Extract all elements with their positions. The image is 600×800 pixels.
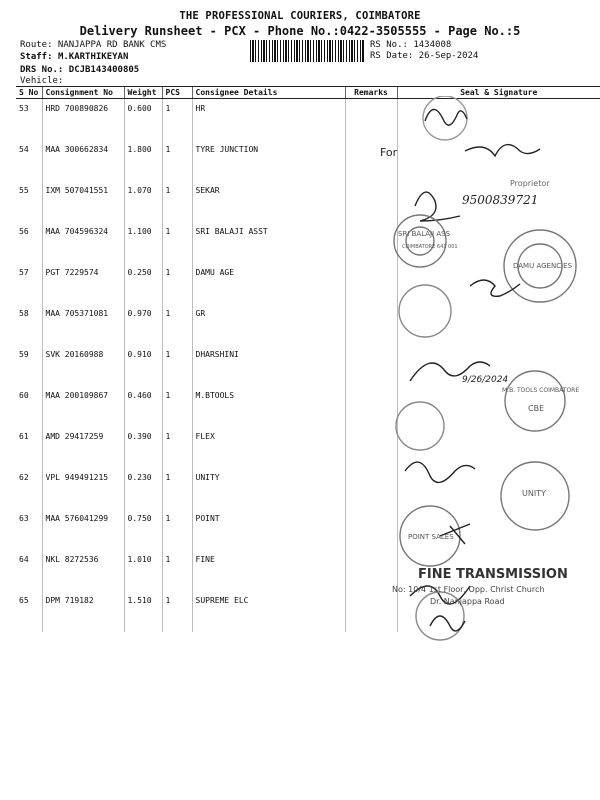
- cell-pcs: 1: [162, 386, 192, 427]
- runsheet-table: [16, 86, 600, 632]
- cell-weight: 0.600: [124, 99, 162, 141]
- table-row: [16, 386, 600, 427]
- cell-signature: [397, 427, 600, 468]
- cell-sno: 61: [19, 432, 29, 441]
- cell-remarks: [345, 468, 397, 509]
- cell-signature: [397, 509, 600, 550]
- for-note: For: [380, 146, 398, 159]
- cell-sno: 63: [19, 514, 29, 523]
- cell-sno: 65: [19, 596, 29, 605]
- mbtools-text: M.B. TOOLS COIMBATORE: [502, 387, 580, 394]
- cell-consignment: MAA 200109867: [42, 386, 124, 427]
- cell-remarks: [345, 304, 397, 345]
- cell-signature: [397, 345, 600, 386]
- cell-signature: [397, 140, 600, 181]
- cell-sno: 64: [19, 555, 29, 564]
- cell-signature: [397, 550, 600, 591]
- cell-consignment: IXM 507041551: [42, 181, 124, 222]
- cell-remarks: [345, 509, 397, 550]
- cell-signature: [397, 386, 600, 427]
- cell-weight: 0.460: [124, 386, 162, 427]
- cell-consignee: SEKAR: [192, 181, 345, 222]
- table-row: [16, 468, 600, 509]
- phone-note: 9500839721: [462, 193, 539, 207]
- cell-sno: 57: [19, 268, 29, 277]
- col-pcs: PCS: [162, 87, 192, 99]
- cell-remarks: [345, 386, 397, 427]
- table-row: [16, 550, 600, 591]
- cell-remarks: [345, 427, 397, 468]
- table-header-row: [16, 87, 600, 99]
- cell-remarks: [345, 222, 397, 263]
- cell-weight: 0.750: [124, 509, 162, 550]
- cell-consignee: FLEX: [192, 427, 345, 468]
- cell-pcs: 1: [162, 468, 192, 509]
- table-row: [16, 140, 600, 181]
- drs-line: [20, 65, 139, 76]
- cell-consignee: M.BTOOLS: [192, 386, 345, 427]
- cell-consignee: FINE: [192, 550, 345, 591]
- cell-consignee: TYRE JUNCTION: [192, 140, 345, 181]
- cell-remarks: [345, 263, 397, 304]
- cell-sno: 58: [19, 309, 29, 318]
- cell-weight: 1.070: [124, 181, 162, 222]
- cell-consignment: HRD 700890826: [42, 99, 124, 141]
- cell-weight: 0.230: [124, 468, 162, 509]
- cell-weight: 1.510: [124, 591, 162, 632]
- cell-pcs: 1: [162, 140, 192, 181]
- cell-weight: 1.800: [124, 140, 162, 181]
- cell-signature: [397, 468, 600, 509]
- proprietor-label: Proprietor: [510, 179, 550, 188]
- cell-signature: [397, 181, 600, 222]
- company-title: THE PROFESSIONAL COURIERS, COIMBATORE: [179, 10, 421, 22]
- coimbatore-text: COIMBATORE 641 001: [402, 244, 458, 250]
- cell-consignee: POINT: [192, 509, 345, 550]
- cell-consignee: HR: [192, 99, 345, 141]
- table-row: [16, 591, 600, 632]
- cell-signature: [397, 99, 600, 141]
- cell-sno: 59: [19, 350, 29, 359]
- cell-consignment: NKL 8272536: [42, 550, 124, 591]
- cell-consignment: AMD 29417259: [42, 427, 124, 468]
- cell-weight: 0.390: [124, 427, 162, 468]
- cell-consignment: SVK 20160988: [42, 345, 124, 386]
- table-row: [16, 345, 600, 386]
- cell-remarks: [345, 591, 397, 632]
- fine-addr1: No: 10/4 1st Floor, Opp. Christ Church: [392, 585, 545, 594]
- col-sno: S No: [16, 87, 42, 99]
- cell-consignment: MAA 705371081: [42, 304, 124, 345]
- table-row: [16, 427, 600, 468]
- cell-consignment: PGT 7229574: [42, 263, 124, 304]
- cell-pcs: 1: [162, 263, 192, 304]
- drs-value: DCJB143400805: [68, 65, 140, 75]
- table-row: [16, 181, 600, 222]
- cell-sno: 55: [19, 186, 29, 195]
- cell-remarks: [345, 140, 397, 181]
- cell-pcs: 1: [162, 222, 192, 263]
- cell-consignee: GR: [192, 304, 345, 345]
- sri-balaji-text: SRI BALAJI ASS: [398, 230, 451, 238]
- cell-consignment: MAA 704596324: [42, 222, 124, 263]
- cell-signature: [397, 304, 600, 345]
- col-signature: Seal & Signature: [397, 87, 600, 99]
- rs-date: RS Date: 26-Sep-2024: [370, 51, 479, 61]
- route-text: Route: NANJAPPA RD BANK CMS: [20, 40, 167, 50]
- cell-weight: 1.100: [124, 222, 162, 263]
- cell-signature: [397, 222, 600, 263]
- table-row: [16, 509, 600, 550]
- cell-pcs: 1: [162, 509, 192, 550]
- vehicle-label: Vehicle:: [20, 76, 64, 86]
- note-date: 9/26/2024: [462, 375, 509, 385]
- cell-consignment: MAA 300662834: [42, 140, 124, 181]
- cell-weight: 0.970: [124, 304, 162, 345]
- cell-consignee: DHARSHINI: [192, 345, 345, 386]
- table-row: [16, 304, 600, 345]
- cell-sno: 60: [19, 391, 29, 400]
- cbe-text: CBE: [528, 404, 545, 413]
- rs-number: RS No.: 1434008: [370, 40, 452, 50]
- staff-label: Staff:: [20, 52, 53, 62]
- cell-sno: 62: [19, 473, 29, 482]
- runsheet-subtitle: Delivery Runsheet - PCX - Phone No.:0422-3505555 - Page No.:5: [79, 24, 521, 38]
- cell-weight: 0.250: [124, 263, 162, 304]
- cell-consignment: MAA 576041299: [42, 509, 124, 550]
- table-row: [16, 263, 600, 304]
- table-row: [16, 99, 600, 141]
- cell-sno: 53: [19, 104, 29, 113]
- col-consignee: Consignee Details: [192, 87, 345, 99]
- col-remarks: Remarks: [345, 87, 397, 99]
- drs-label: DRS No.:: [20, 65, 64, 75]
- cell-signature: [397, 263, 600, 304]
- cell-consignee: SRI BALAJI ASST: [192, 222, 345, 263]
- cell-pcs: 1: [162, 591, 192, 632]
- cell-weight: 1.010: [124, 550, 162, 591]
- cell-pcs: 1: [162, 181, 192, 222]
- damu-text: DAMU AGENCIES: [513, 262, 573, 270]
- staff-line: [20, 52, 128, 63]
- cell-pcs: 1: [162, 304, 192, 345]
- unity-text: UNITY: [522, 489, 546, 498]
- cell-remarks: [345, 181, 397, 222]
- staff-value: M.KARTHIKEYAN: [57, 52, 129, 62]
- fine-name: FINE TRANSMISSION: [418, 567, 568, 582]
- cell-pcs: 1: [162, 427, 192, 468]
- col-consignment: Consignment No: [42, 87, 124, 99]
- cell-remarks: [345, 99, 397, 141]
- cell-pcs: 1: [162, 345, 192, 386]
- cell-consignment: DPM 719182: [42, 591, 124, 632]
- cell-consignee: DAMU AGE: [192, 263, 345, 304]
- barcode: [250, 40, 365, 62]
- cell-sno: 56: [19, 227, 29, 236]
- cell-consignment: VPL 949491215: [42, 468, 124, 509]
- cell-sno: 54: [19, 145, 29, 154]
- cell-consignee: UNITY: [192, 468, 345, 509]
- point-text: POINT SALES: [408, 533, 454, 541]
- cell-signature: [397, 591, 600, 632]
- cell-remarks: [345, 345, 397, 386]
- col-weight: Weight: [124, 87, 162, 99]
- cell-pcs: 1: [162, 99, 192, 141]
- cell-pcs: 1: [162, 550, 192, 591]
- table-row: [16, 222, 600, 263]
- cell-remarks: [345, 550, 397, 591]
- cell-consignee: SUPREME ELC: [192, 591, 345, 632]
- cell-weight: 0.910: [124, 345, 162, 386]
- fine-addr2: Dr. Nanjappa Road: [430, 597, 505, 606]
